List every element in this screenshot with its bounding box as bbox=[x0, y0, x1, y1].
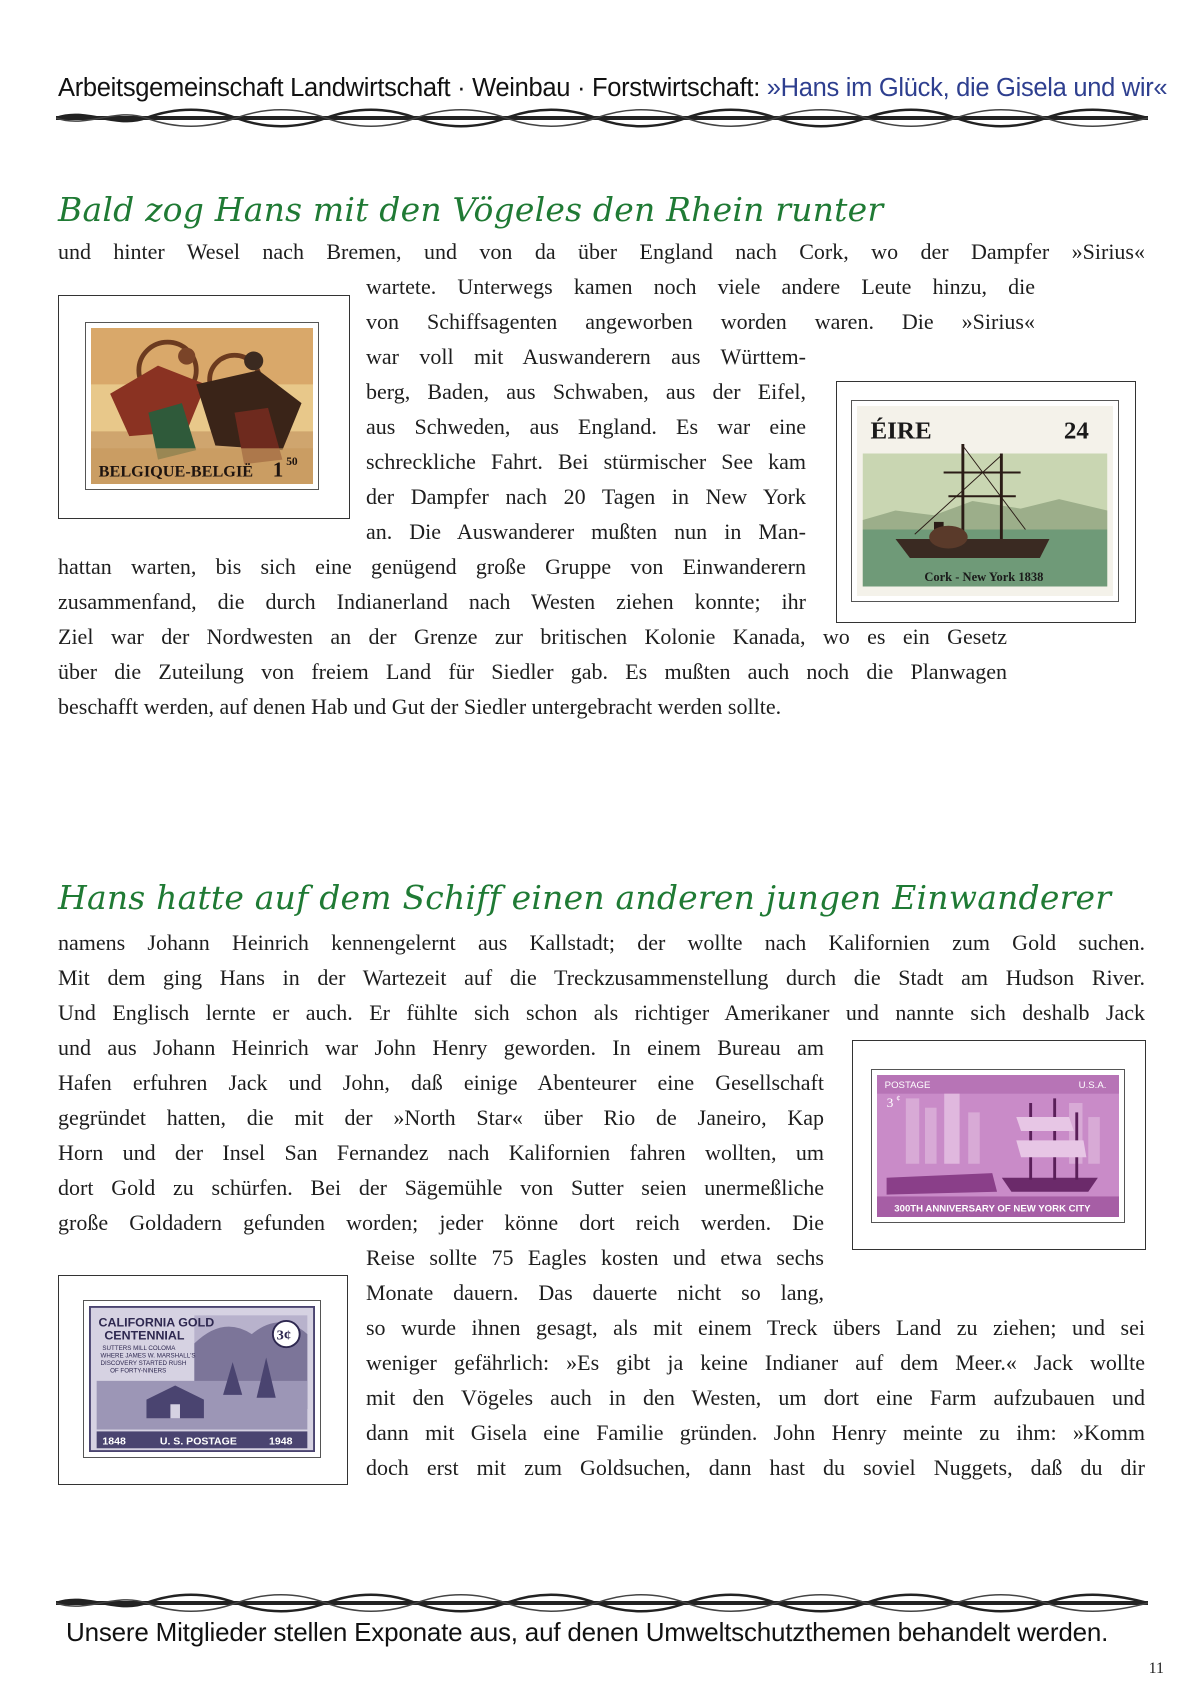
section2-line: Hafen erfuhren Jack und John, daß einige Abenteurer eine Gesellschaft bbox=[58, 1070, 824, 1095]
section2-line: dort Gold zu schürfen. Bei der Sägemühle von Sutter seien unermeßliche bbox=[58, 1175, 824, 1200]
section1-headline: Bald zog Hans mit den Vögeles den Rhein runter bbox=[58, 190, 884, 229]
california-stamp-title1: CALIFORNIA GOLD bbox=[98, 1315, 215, 1330]
section1-line: der Dampfer nach 20 Tagen in New York bbox=[366, 484, 806, 509]
section2-line: Horn und der Insel San Fernandez nach Kalifornien fahren wollten, um bbox=[58, 1140, 824, 1165]
section1-line: war voll mit Auswanderern aus Württem- bbox=[366, 344, 806, 369]
section1-line: wartete. Unterwegs kamen noch viele andere Leute hinzu, die bbox=[366, 274, 1035, 299]
eire-stamp-caption: Cork - New York 1838 bbox=[924, 569, 1044, 584]
header-series-title: »Hans im Glück, die Gisela und wir« bbox=[766, 74, 1168, 102]
nyc-stamp-country: U.S.A. bbox=[1078, 1080, 1107, 1092]
section2-line: und aus Johann Heinrich war John Henry geworden. In einem Bureau am bbox=[58, 1035, 824, 1060]
ornament-divider-top bbox=[56, 107, 1148, 129]
belgium-stamp-value: 1 bbox=[272, 457, 284, 482]
california-stamp-value: 3¢ bbox=[276, 1327, 292, 1344]
section2-line: so wurde ihnen gesagt, als mit einem Treck übers Land zu ziehen; und sei bbox=[366, 1315, 1145, 1340]
belgium-stamp bbox=[86, 323, 318, 489]
nyc-stamp-caption: 300TH ANNIVERSARY OF NEW YORK CITY bbox=[894, 1203, 1091, 1215]
page-number: 11 bbox=[1148, 1660, 1164, 1677]
eire-stamp bbox=[852, 401, 1118, 601]
eire-stamp-value: 24 bbox=[1063, 417, 1089, 445]
section1-line: Ziel war der Nordwesten an der Grenze zur britischen Kolonie Kanada, wo es ein Gesetz bbox=[58, 624, 1007, 649]
eire-stamp-country: ÉIRE bbox=[870, 417, 932, 445]
section2-line: weniger gefährlich: »Es gibt ja keine Indianer auf dem Meer.« Jack wollte bbox=[366, 1350, 1145, 1375]
section2-line: Monate dauern. Das dauerte nicht so lang, bbox=[366, 1280, 824, 1305]
section1-line: zusammenfand, die durch Indianerland nach Westen ziehen konnte; ihr bbox=[58, 589, 806, 614]
california-stamp-year-right: 1948 bbox=[269, 1436, 293, 1448]
section1-line: von Schiffsagenten angeworben worden waren. Die »Sirius« bbox=[366, 309, 1035, 334]
california-stamp-sub2: WHERE JAMES W. MARSHALL'S bbox=[100, 1352, 196, 1360]
section1-line: über die Zuteilung von freiem Land für Siedler gab. Es mußten auch noch die Planwagen bbox=[58, 659, 1007, 684]
section2-line: doch erst mit zum Goldsuchen, dann hast du soviel Nuggets, daß du dir bbox=[366, 1455, 1145, 1480]
california-stamp-title2: CENTENNIAL bbox=[104, 1328, 185, 1343]
section2-line: Und Englisch lernte er auch. Er fühlte sich schon als richtiger Amerikaner und nannte sich deshalb Jack bbox=[58, 1000, 1145, 1025]
nyc-stamp bbox=[872, 1070, 1124, 1222]
section2-line: mit den Vögeles auch in den Westen, um dort eine Farm aufzubauen und bbox=[366, 1385, 1145, 1410]
section1-line: hattan warten, bis sich eine genügend große Gruppe von Einwanderern bbox=[58, 554, 806, 579]
section1-line: und hinter Wesel nach Bremen, und von da über England nach Cork, wo der Dampfer »Sirius« bbox=[58, 239, 1145, 264]
page-header bbox=[58, 74, 1168, 103]
section2-line: gegründet hatten, die mit der »North Star« über Rio de Janeiro, Kap bbox=[58, 1105, 824, 1130]
header-group: Arbeitsgemeinschaft Landwirtschaft · Weinbau · Forstwirtschaft: bbox=[58, 74, 767, 102]
california-stamp-sub4: OF FORTY-NINERS bbox=[110, 1367, 167, 1375]
section2-line: große Goldadern gefunden worden; jeder könne dort reich werden. Die bbox=[58, 1210, 824, 1235]
section1-line: beschafft werden, auf denen Hab und Gut der Siedler untergebracht werden sollte. bbox=[58, 694, 782, 719]
section1-line: an. Die Auswanderer mußten nun in Man- bbox=[366, 519, 806, 544]
section1-line: schreckliche Fahrt. Bei stürmischer See kam bbox=[366, 449, 806, 474]
california-stamp bbox=[84, 1301, 320, 1457]
section2-headline: Hans hatte auf dem Schiff einen anderen jungen Einwanderer bbox=[58, 878, 1112, 917]
belgium-stamp-value-sup: 50 bbox=[286, 456, 298, 469]
section2-line: Reise sollte 75 Eagles kosten und etwa sechs bbox=[366, 1245, 824, 1270]
ornament-divider-bottom bbox=[56, 1592, 1148, 1614]
footer-text: Unsere Mitglieder stellen Exponate aus, auf denen Umweltschutzthemen behandelt werden. bbox=[66, 1617, 1109, 1647]
section2-line: Mit dem ging Hans in der Wartezeit auf die Treckzusammenstellung durch die Stadt am Hudson River. bbox=[58, 965, 1145, 990]
california-stamp-year-left: 1848 bbox=[102, 1436, 126, 1448]
california-stamp-sub3: DISCOVERY STARTED RUSH bbox=[100, 1360, 187, 1367]
section1-line: aus Schweden, aus England. Es war eine bbox=[366, 414, 806, 439]
section2-line: namens Johann Heinrich kennengelernt aus Kallstadt; der wollte nach Kalifornien zum Gold suchen. bbox=[58, 930, 1145, 955]
california-stamp-sub1: SUTTERS MILL COLOMA bbox=[102, 1345, 176, 1352]
nyc-stamp-postage: POSTAGE bbox=[884, 1080, 931, 1092]
nyc-stamp-value: 3 bbox=[886, 1094, 894, 1110]
section1-line: berg, Baden, aus Schwaben, aus der Eifel, bbox=[366, 379, 806, 404]
nyc-stamp-value-unit: ¢ bbox=[896, 1093, 901, 1104]
california-stamp-postage: U. S. POSTAGE bbox=[159, 1436, 237, 1448]
belgium-stamp-country: BELGIQUE-BELGIË bbox=[98, 463, 254, 481]
section2-line: dann mit Gisela eine Familie gründen. John Henry meinte zu ihm: »Komm bbox=[366, 1420, 1145, 1445]
